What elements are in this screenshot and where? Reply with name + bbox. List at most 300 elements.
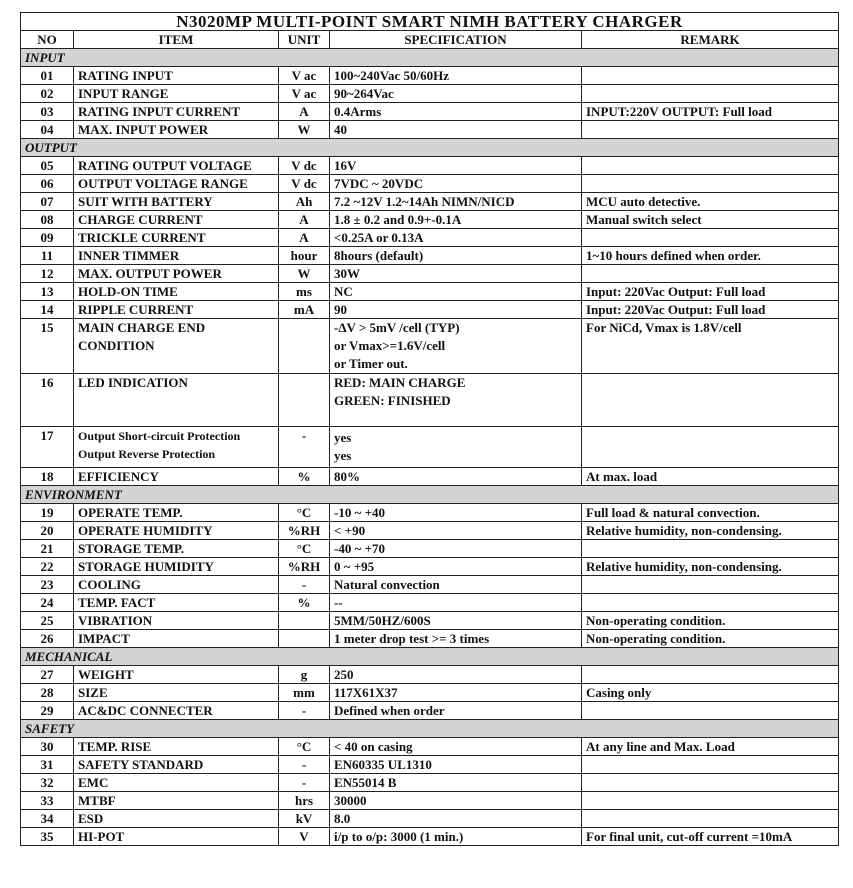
remark-cell	[582, 738, 839, 756]
spec-cell	[330, 684, 582, 702]
section-title: OUTPUT	[21, 139, 839, 157]
row-number: 11	[21, 247, 74, 265]
row-number: 02	[21, 85, 74, 103]
item-text: CHARGE CURRENT	[78, 212, 203, 227]
table-row	[21, 792, 839, 810]
unit-cell	[279, 630, 330, 648]
spec-text: 90~264Vac	[334, 86, 394, 101]
spec-cell	[330, 283, 582, 301]
item-cell	[74, 756, 279, 774]
row-number: 16	[21, 374, 74, 427]
remark-cell	[582, 774, 839, 792]
unit-cell: mm	[279, 684, 330, 702]
spec-cell	[330, 85, 582, 103]
remark-cell	[582, 558, 839, 576]
spec-sheet	[20, 12, 838, 846]
row-number: 27	[21, 666, 74, 684]
table-row	[21, 810, 839, 828]
item-text: TEMP. FACT	[78, 595, 156, 610]
table-row	[21, 558, 839, 576]
spec-text: 8.0	[334, 811, 351, 826]
row-number: 01	[21, 67, 74, 85]
spec-text: GREEN: FINISHED	[334, 393, 451, 408]
item-cell	[74, 702, 279, 720]
item-text: SIZE	[78, 685, 108, 700]
unit-cell: ms	[279, 283, 330, 301]
spec-text: 7VDC ~ 20VDC	[334, 176, 424, 191]
table-row	[21, 211, 839, 229]
spec-text: 30W	[334, 266, 360, 281]
item-text: AC&DC CONNECTER	[78, 703, 213, 718]
spec-cell	[330, 121, 582, 139]
row-number: 25	[21, 612, 74, 630]
unit-cell: %	[279, 594, 330, 612]
unit-cell: %RH	[279, 558, 330, 576]
item-text: ESD	[78, 811, 104, 826]
spec-cell	[330, 301, 582, 319]
item-cell	[74, 558, 279, 576]
spec-cell	[330, 468, 582, 486]
spec-cell	[330, 175, 582, 193]
remark-cell	[582, 247, 839, 265]
item-cell	[74, 576, 279, 594]
item-text: Output Short-circuit Protection	[78, 429, 241, 443]
spec-text: 7.2 ~12V 1.2~14Ah NIMN/NICD	[334, 194, 515, 209]
item-cell	[74, 175, 279, 193]
spec-text: < 40 on casing	[334, 739, 413, 754]
spec-text: 8hours (default)	[334, 248, 424, 263]
table-row	[21, 576, 839, 594]
item-cell	[74, 103, 279, 121]
table-row	[21, 756, 839, 774]
item-text: EFFICIENCY	[78, 469, 159, 484]
section-header	[21, 648, 839, 666]
unit-cell: V	[279, 828, 330, 846]
spec-body	[21, 49, 839, 846]
unit-cell: V ac	[279, 85, 330, 103]
remark-cell	[582, 85, 839, 103]
spec-cell	[330, 630, 582, 648]
unit-cell: -	[279, 576, 330, 594]
row-number: 04	[21, 121, 74, 139]
unit-cell: mA	[279, 301, 330, 319]
section-header	[21, 486, 839, 504]
spec-text: 40	[334, 122, 347, 137]
item-cell	[74, 684, 279, 702]
item-cell	[74, 774, 279, 792]
remark-cell	[582, 157, 839, 175]
row-number: 19	[21, 504, 74, 522]
unit-cell: V dc	[279, 157, 330, 175]
spec-text: or Timer out.	[334, 356, 408, 371]
item-cell	[74, 594, 279, 612]
remark-cell	[582, 211, 839, 229]
table-row	[21, 522, 839, 540]
remark-cell	[582, 265, 839, 283]
spec-cell	[330, 319, 582, 374]
spec-text: 90	[334, 302, 347, 317]
remark-cell	[582, 594, 839, 612]
item-cell	[74, 157, 279, 175]
item-text: WEIGHT	[78, 667, 134, 682]
spec-text: 16V	[334, 158, 357, 173]
item-text: MAIN CHARGE END	[78, 320, 206, 335]
table-row	[21, 738, 839, 756]
unit-cell	[279, 612, 330, 630]
row-number: 21	[21, 540, 74, 558]
spec-text: 100~240Vac 50/60Hz	[334, 68, 449, 83]
item-cell	[74, 540, 279, 558]
item-cell	[74, 193, 279, 211]
table-row	[21, 301, 839, 319]
row-number: 06	[21, 175, 74, 193]
spec-text: 250	[334, 667, 354, 682]
row-number: 35	[21, 828, 74, 846]
item-cell	[74, 828, 279, 846]
spec-cell	[330, 374, 582, 427]
remark-cell	[582, 612, 839, 630]
item-text: RATING OUTPUT VOLTAGE	[78, 158, 252, 173]
remark-cell	[582, 540, 839, 558]
unit-cell: °C	[279, 738, 330, 756]
table-row	[21, 103, 839, 121]
spec-cell	[330, 774, 582, 792]
spec-text: NC	[334, 284, 353, 299]
remark-cell	[582, 828, 839, 846]
remark-text: Manual switch select	[586, 212, 702, 227]
table-row	[21, 540, 839, 558]
row-number: 09	[21, 229, 74, 247]
item-text: SAFETY STANDARD	[78, 757, 204, 772]
section-title: ENVIRONMENT	[21, 486, 839, 504]
page-title: N3020MP MULTI-POINT SMART NIMH BATTERY CHARGER	[21, 13, 839, 31]
item-text: MAX. OUTPUT POWER	[78, 266, 222, 281]
remark-cell	[582, 504, 839, 522]
unit-cell: W	[279, 265, 330, 283]
remark-cell	[582, 283, 839, 301]
table-row	[21, 774, 839, 792]
remark-cell	[582, 630, 839, 648]
row-number: 23	[21, 576, 74, 594]
spec-text: i/p to o/p: 3000 (1 min.)	[334, 829, 464, 844]
item-text: OPERATE HUMIDITY	[78, 523, 213, 538]
section-title: MECHANICAL	[21, 648, 839, 666]
item-text: HI-POT	[78, 829, 125, 844]
item-text: RIPPLE CURRENT	[78, 302, 194, 317]
spec-text: Natural convection	[334, 577, 440, 592]
item-cell	[74, 522, 279, 540]
spec-cell	[330, 265, 582, 283]
row-number: 15	[21, 319, 74, 374]
table-row	[21, 666, 839, 684]
row-number: 24	[21, 594, 74, 612]
spec-cell	[330, 558, 582, 576]
spec-table	[20, 12, 839, 846]
table-row	[21, 121, 839, 139]
spec-text: 30000	[334, 793, 367, 808]
item-cell	[74, 85, 279, 103]
item-cell	[74, 283, 279, 301]
table-row	[21, 283, 839, 301]
remark-text: INPUT:220V OUTPUT: Full load	[586, 104, 772, 119]
row-number: 13	[21, 283, 74, 301]
remark-cell	[582, 684, 839, 702]
unit-cell	[279, 374, 330, 427]
item-text: STORAGE TEMP.	[78, 541, 184, 556]
table-row	[21, 594, 839, 612]
spec-cell	[330, 522, 582, 540]
unit-cell: A	[279, 211, 330, 229]
spec-cell	[330, 612, 582, 630]
row-number: 08	[21, 211, 74, 229]
remark-cell	[582, 229, 839, 247]
row-number: 03	[21, 103, 74, 121]
unit-cell: hour	[279, 247, 330, 265]
item-cell	[74, 229, 279, 247]
remark-cell	[582, 319, 839, 374]
item-text: TEMP. RISE	[78, 739, 152, 754]
spec-text: 5MM/50HZ/600S	[334, 613, 431, 628]
remark-cell	[582, 702, 839, 720]
row-number: 12	[21, 265, 74, 283]
remark-text: At any line and Max. Load	[586, 739, 735, 754]
spec-cell	[330, 792, 582, 810]
unit-cell: %	[279, 468, 330, 486]
table-row	[21, 247, 839, 265]
remark-cell	[582, 756, 839, 774]
row-number: 22	[21, 558, 74, 576]
item-cell	[74, 374, 279, 427]
item-text: STORAGE HUMIDITY	[78, 559, 214, 574]
spec-text: or Vmax>=1.6V/cell	[334, 338, 446, 353]
row-number: 05	[21, 157, 74, 175]
item-text: HOLD-ON TIME	[78, 284, 178, 299]
item-cell	[74, 666, 279, 684]
spec-text: <0.25A or 0.13A	[334, 230, 424, 245]
column-header-row	[21, 31, 839, 49]
unit-cell: -	[279, 756, 330, 774]
item-text: MTBF	[78, 793, 116, 808]
remark-cell	[582, 810, 839, 828]
section-header	[21, 49, 839, 67]
unit-cell: %RH	[279, 522, 330, 540]
item-text: EMC	[78, 775, 109, 790]
row-number: 28	[21, 684, 74, 702]
table-row	[21, 265, 839, 283]
table-row	[21, 157, 839, 175]
section-title: SAFETY	[21, 720, 839, 738]
spec-cell	[330, 211, 582, 229]
section-title: INPUT	[21, 49, 839, 67]
item-cell	[74, 121, 279, 139]
item-cell	[74, 247, 279, 265]
col-header-spec: SPECIFICATION	[330, 31, 582, 49]
table-row	[21, 684, 839, 702]
unit-cell: V ac	[279, 67, 330, 85]
unit-cell: -	[279, 774, 330, 792]
col-header-unit: UNIT	[279, 31, 330, 49]
unit-cell: A	[279, 103, 330, 121]
remark-text: Non-operating condition.	[586, 613, 726, 628]
item-text: OUTPUT VOLTAGE RANGE	[78, 176, 248, 191]
table-row	[21, 828, 839, 846]
remark-cell	[582, 103, 839, 121]
remark-cell	[582, 427, 839, 468]
row-number: 31	[21, 756, 74, 774]
item-cell	[74, 630, 279, 648]
row-number: 17	[21, 427, 74, 468]
table-row	[21, 612, 839, 630]
title-row	[21, 13, 839, 31]
item-text: IMPACT	[78, 631, 130, 646]
section-header	[21, 720, 839, 738]
item-cell	[74, 211, 279, 229]
spec-cell	[330, 576, 582, 594]
remark-cell	[582, 666, 839, 684]
item-text: SUIT WITH BATTERY	[78, 194, 213, 209]
item-text: Output Reverse Protection	[78, 447, 216, 461]
remark-text: For NiCd, Vmax is 1.8V/cell	[586, 320, 742, 335]
item-text: OPERATE TEMP.	[78, 505, 183, 520]
remark-text: Non-operating condition.	[586, 631, 726, 646]
table-row	[21, 193, 839, 211]
spec-cell	[330, 810, 582, 828]
item-text: LED INDICATION	[78, 375, 188, 390]
spec-cell	[330, 666, 582, 684]
remark-cell	[582, 67, 839, 85]
remark-cell	[582, 522, 839, 540]
spec-text: -40 ~ +70	[334, 541, 385, 556]
spec-cell	[330, 247, 582, 265]
row-number: 26	[21, 630, 74, 648]
remark-text: 1~10 hours defined when order.	[586, 248, 761, 263]
row-number: 30	[21, 738, 74, 756]
row-number: 14	[21, 301, 74, 319]
unit-cell: A	[279, 229, 330, 247]
remark-cell	[582, 468, 839, 486]
spec-text: -10 ~ +40	[334, 505, 385, 520]
spec-text: 0 ~ +95	[334, 559, 375, 574]
spec-text: yes	[334, 430, 352, 445]
remark-text: Casing only	[586, 685, 652, 700]
spec-cell	[330, 427, 582, 468]
unit-cell: W	[279, 121, 330, 139]
item-text: CONDITION	[78, 338, 155, 353]
spec-cell	[330, 828, 582, 846]
unit-cell: °C	[279, 504, 330, 522]
unit-cell: V dc	[279, 175, 330, 193]
remark-cell	[582, 576, 839, 594]
spec-text: yes	[334, 448, 352, 463]
item-text: INNER TIMMER	[78, 248, 180, 263]
unit-cell: °C	[279, 540, 330, 558]
spec-text: EN60335 UL1310	[334, 757, 432, 772]
unit-cell	[279, 319, 330, 374]
item-cell	[74, 612, 279, 630]
spec-text: EN55014 B	[334, 775, 397, 790]
spec-cell	[330, 504, 582, 522]
item-cell	[74, 468, 279, 486]
item-text: RATING INPUT	[78, 68, 173, 83]
item-text: MAX. INPUT POWER	[78, 122, 209, 137]
item-cell	[74, 67, 279, 85]
unit-cell: -	[279, 427, 330, 468]
spec-text: 1.8 ± 0.2 and 0.9+-0.1A	[334, 212, 462, 227]
section-header	[21, 139, 839, 157]
item-cell	[74, 738, 279, 756]
table-row	[21, 319, 839, 374]
table-row	[21, 468, 839, 486]
remark-text: MCU auto detective.	[586, 194, 701, 209]
row-number: 20	[21, 522, 74, 540]
item-cell	[74, 427, 279, 468]
table-row	[21, 630, 839, 648]
item-cell	[74, 319, 279, 374]
item-text: TRICKLE CURRENT	[78, 230, 206, 245]
item-cell	[74, 810, 279, 828]
spec-text: < +90	[334, 523, 366, 538]
row-number: 33	[21, 792, 74, 810]
item-text: RATING INPUT CURRENT	[78, 104, 241, 119]
unit-cell: Ah	[279, 193, 330, 211]
col-header-no: NO	[21, 31, 74, 49]
item-text: COOLING	[78, 577, 141, 592]
spec-cell	[330, 756, 582, 774]
table-row	[21, 374, 839, 427]
remark-text: Input: 220Vac Output: Full load	[586, 284, 766, 299]
item-cell	[74, 301, 279, 319]
table-row	[21, 504, 839, 522]
spec-cell	[330, 67, 582, 85]
row-number: 18	[21, 468, 74, 486]
table-row	[21, 85, 839, 103]
row-number: 32	[21, 774, 74, 792]
remark-cell	[582, 792, 839, 810]
item-text: VIBRATION	[78, 613, 153, 628]
item-cell	[74, 792, 279, 810]
row-number: 34	[21, 810, 74, 828]
spec-cell	[330, 229, 582, 247]
spec-cell	[330, 193, 582, 211]
remark-text: At max. load	[586, 469, 658, 484]
table-row	[21, 427, 839, 468]
table-row	[21, 67, 839, 85]
remark-cell	[582, 193, 839, 211]
unit-cell: kV	[279, 810, 330, 828]
spec-text: 80%	[334, 469, 360, 484]
remark-cell	[582, 374, 839, 427]
remark-text: Relative humidity, non-condensing.	[586, 559, 782, 574]
table-row	[21, 175, 839, 193]
remark-cell	[582, 301, 839, 319]
item-cell	[74, 265, 279, 283]
row-number: 07	[21, 193, 74, 211]
spec-text: --	[334, 595, 343, 610]
spec-cell	[330, 702, 582, 720]
item-text: INPUT RANGE	[78, 86, 169, 101]
unit-cell: hrs	[279, 792, 330, 810]
remark-text: Input: 220Vac Output: Full load	[586, 302, 766, 317]
col-header-remark: REMARK	[582, 31, 839, 49]
remark-text: Relative humidity, non-condensing.	[586, 523, 782, 538]
spec-text: 1 meter drop test >= 3 times	[334, 631, 490, 646]
spec-cell	[330, 594, 582, 612]
spec-text: -ΔV > 5mV /cell (TYP)	[334, 320, 460, 335]
item-cell	[74, 504, 279, 522]
spec-cell	[330, 540, 582, 558]
table-row	[21, 702, 839, 720]
row-number: 29	[21, 702, 74, 720]
